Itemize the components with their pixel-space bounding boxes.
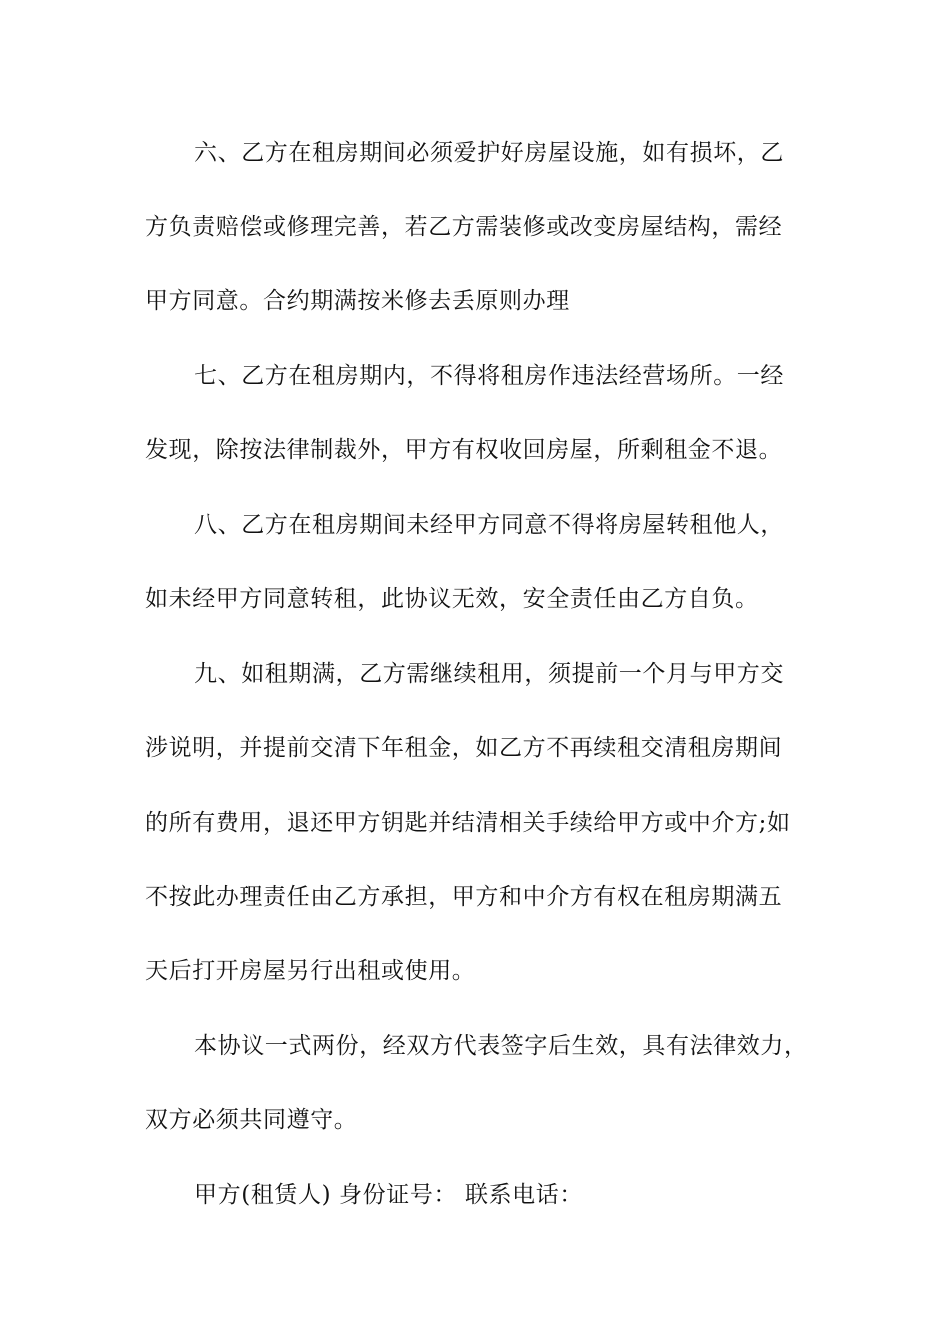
clause-7-line-2: 发现，除按法律制裁外，甲方有权收回房屋，所剩租金不退。 (145, 437, 783, 463)
clause-8-line-1: 八、乙方在租房期间未经甲方同意不得将房屋转租他人， (194, 512, 784, 538)
clause-8-line-2: 如未经甲方同意转租，此协议无效，安全责任由乙方自负。 (145, 586, 759, 612)
party-a-signature-line: 甲方(租赁人) 身份证号： 联系电话： (194, 1182, 583, 1208)
agreement-line-1: 本协议一式两份，经双方代表签字后生效，具有法律效力， (194, 1033, 808, 1059)
clause-9-line-5: 天后打开房屋另行出租或使用。 (145, 958, 476, 984)
clause-9-line-2: 涉说明，并提前交清下年租金，如乙方不再续租交清租房期间 (145, 735, 783, 761)
clause-6-line-2: 方负责赔偿或修理完善，若乙方需装修或改变房屋结构，需经 (145, 214, 783, 240)
clause-7-line-1: 七、乙方在租房期内，不得将租房作违法经营场所。一经 (194, 363, 784, 389)
clause-9-line-4: 不按此办理责任由乙方承担，甲方和中介方有权在租房期满五 (145, 884, 783, 910)
clause-9-line-1: 九、如租期满，乙方需继续租用，须提前一个月与甲方交 (194, 661, 784, 687)
clause-9-line-3: 的所有费用，退还甲方钥匙并结清相关手续给甲方或中介方;如 (145, 810, 791, 836)
clause-6-line-3: 甲方同意。合约期满按米修去丢原则办理 (145, 288, 570, 314)
clause-6-line-1: 六、乙方在租房期间必须爱护好房屋设施，如有损坏，乙 (194, 140, 784, 166)
agreement-line-2: 双方必须共同遵守。 (145, 1107, 358, 1133)
